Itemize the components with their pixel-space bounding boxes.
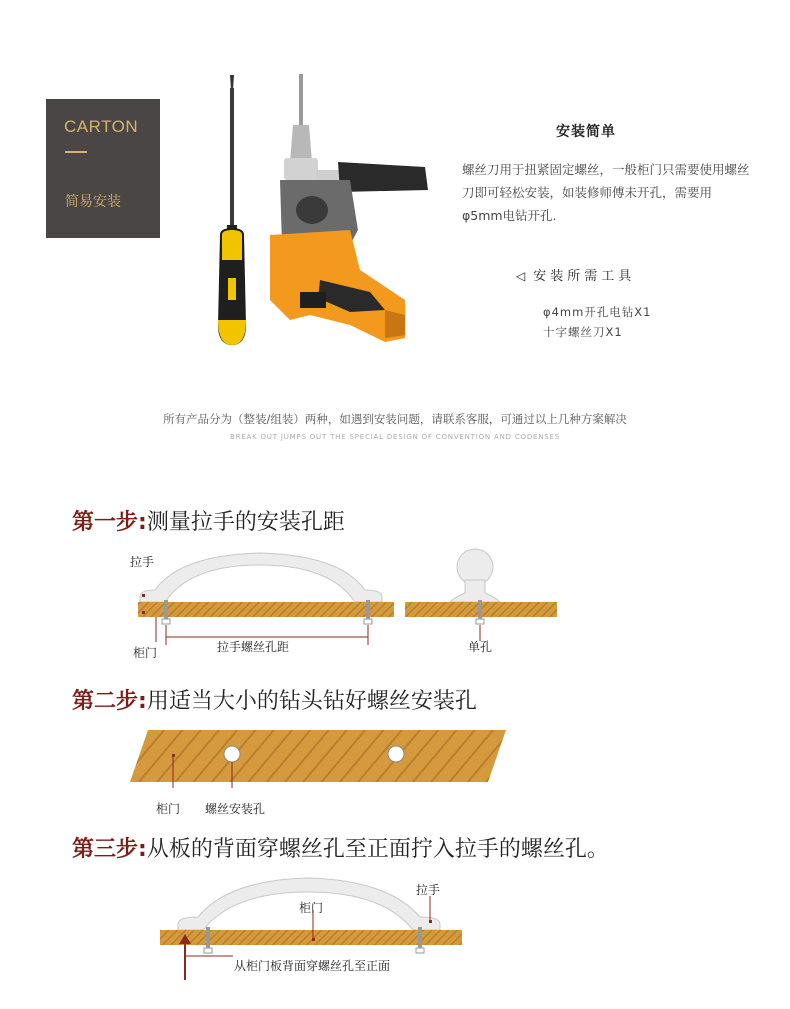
- diagram-1: [120, 545, 570, 665]
- info-title: 安装简单: [556, 124, 616, 140]
- hole-distance-label: 拉手螺丝孔距: [217, 640, 290, 654]
- step-3-heading: [72, 832, 609, 863]
- step-2-text: 用适当大小的钻头钻好螺丝安装孔: [146, 689, 477, 714]
- note-subtext: BREAK OUT JUMPS OUT THE SPECIAL DESIGN OF CONVENTION AND CODENSES: [230, 433, 560, 441]
- door-label-2: 柜门: [156, 802, 181, 816]
- info-description: 螺丝刀用于扭紧固定螺丝，一般柜门只需要使用螺丝刀即可轻松安装，如装修师傅未开孔，需要用φ5mm电钻开孔.: [462, 162, 750, 223]
- carton-badge: [46, 99, 160, 238]
- step-3-text: 从板的背面穿螺丝孔至正面拧入拉手的螺丝孔。: [146, 837, 609, 862]
- screw-hole-label: 螺丝安装孔: [205, 802, 266, 816]
- badge-title: CARTON: [64, 117, 139, 136]
- screwdriver-icon: [218, 75, 246, 345]
- diagram-2: [128, 728, 513, 788]
- door-label-3: 柜门: [299, 901, 324, 915]
- triangle-left-icon: ◁: [516, 269, 526, 283]
- step-2-label: 第二步:: [72, 689, 147, 714]
- drill-icon: [270, 74, 428, 342]
- tools-illustration: [200, 70, 440, 360]
- step-2-heading: [72, 684, 477, 715]
- handle-label: 拉手: [130, 555, 155, 569]
- badge-subtitle: 简易安装: [65, 194, 121, 210]
- door-label: 柜门: [133, 646, 158, 660]
- tools-title-text: 安装所需工具: [533, 269, 636, 284]
- note-text: 所有产品分为（整装/组装）两种，如遇到安装问题，请联系客服，可通过以上几种方案解决: [163, 412, 627, 426]
- step-1-text: 测量拉手的安装孔距: [146, 510, 345, 535]
- single-hole-label: 单孔: [468, 640, 493, 654]
- through-label: 从柜门板背面穿螺丝孔至正面: [234, 959, 391, 973]
- tool-item: φ4mm开孔电钻X1: [543, 305, 652, 319]
- step-3-label: 第三步:: [72, 837, 147, 862]
- tools-title: [516, 265, 635, 284]
- step-1-heading: [72, 505, 345, 536]
- step-1-label: 第一步:: [72, 510, 147, 535]
- badge-divider: [65, 151, 87, 153]
- handle-label-3: 拉手: [416, 883, 441, 897]
- tool-item: 十字螺丝刀X1: [543, 325, 623, 339]
